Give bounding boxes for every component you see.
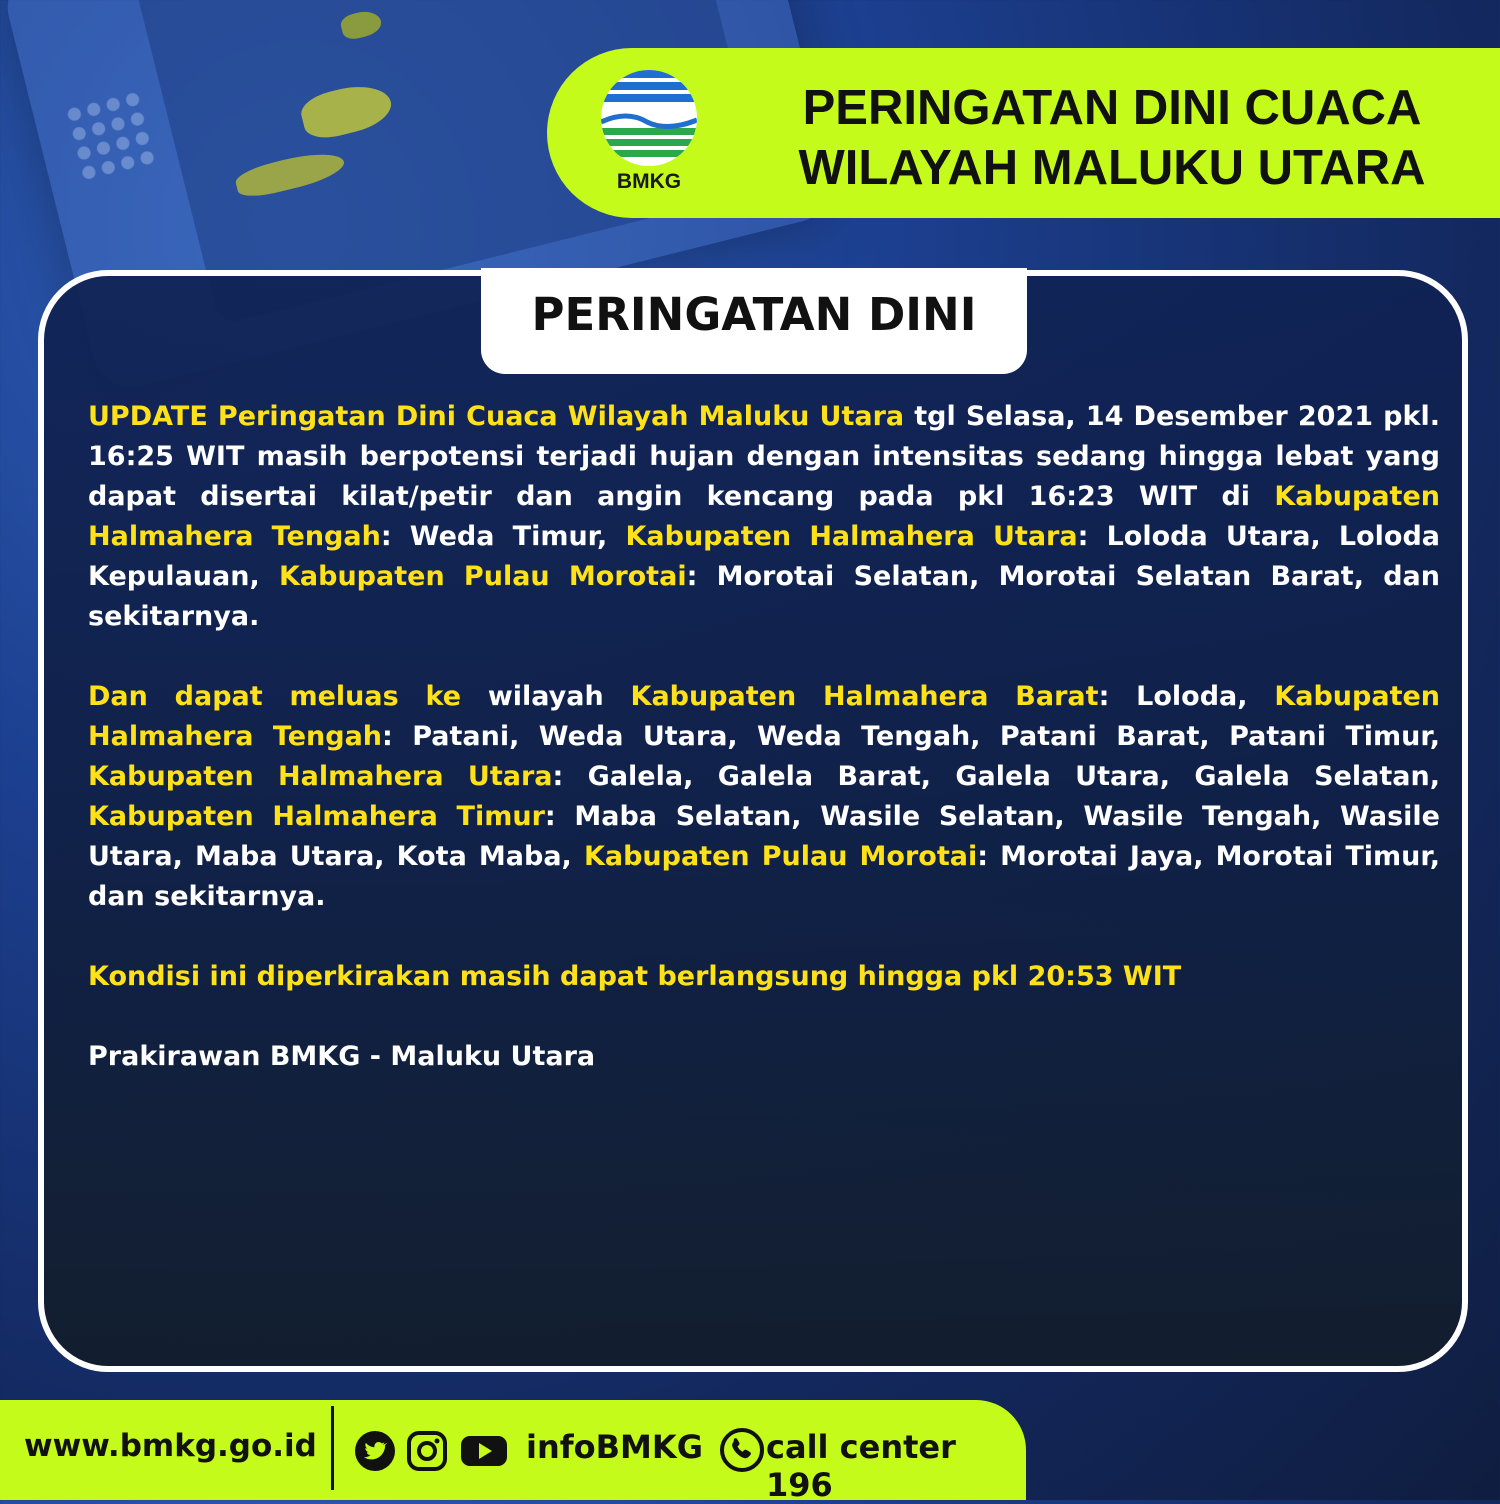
website-link[interactable]: www.bmkg.go.id [24, 1428, 317, 1464]
title-line-2: WILAYAH MALUKU UTARA [798, 141, 1426, 195]
footer-divider [331, 1406, 334, 1490]
call-center-label[interactable]: call center 196 [766, 1428, 956, 1504]
highlighted-text: Kabupaten Halmahera Barat [630, 681, 1099, 712]
body-text-segment: : Loloda, [1098, 681, 1275, 712]
highlighted-text: Kabupaten Pulau Morotai [278, 561, 687, 592]
warning-paragraph-1 [88, 397, 1440, 637]
highlighted-text: Kabupaten Halmahera Tengah [88, 481, 1440, 552]
bmkg-logo-icon [597, 66, 701, 170]
title-line-1: PERINGATAN DINI CUACA [802, 81, 1422, 135]
body-text-segment: : Galela, Galela Barat, Galela Utara, Galela Selatan, [552, 761, 1440, 792]
forecaster-signature: Prakirawan BMKG - Maluku Utara [88, 1041, 596, 1072]
body-text-segment: tgl Selasa, 14 Desember 2021 pkl. 16:25 WIT masih berpotensi terjadi hujan dengan intensitas sedang hingga lebat yang dapat disertai kilat/petir dan angin kencang pada pkl 16:23 WIT di [88, 401, 1440, 512]
warning-body [88, 397, 1440, 1117]
highlighted-text: UPDATE Peringatan Dini Cuaca Wilayah Maluku Utara [88, 401, 905, 432]
warning-paragraph-2 [88, 677, 1440, 917]
body-text-segment: : Weda Timur, [380, 521, 626, 552]
youtube-icon[interactable] [460, 1430, 508, 1472]
highlighted-text: Dan dapat meluas ke [88, 681, 462, 712]
condition-note: Kondisi ini diperkirakan masih dapat berlangsung hingga pkl 20:53 WIT [88, 961, 1182, 992]
highlighted-text: Kabupaten Halmahera Utara [88, 761, 553, 792]
body-text-segment: : Patani, Weda Utara, Weda Tengah, Patani Barat, Patani Timur, [382, 721, 1440, 752]
highlighted-text: Kabupaten Pulau Morotai [583, 841, 978, 872]
highlighted-text: Kabupaten Halmahera Utara [625, 521, 1078, 552]
body-text-segment: wilayah [461, 681, 631, 712]
twitter-icon[interactable] [354, 1430, 396, 1472]
body-text-segment: : Maba Selatan, Wasile Selatan, Wasile Tengah, Wasile Utara, Maba Utara, Kota Maba, [88, 801, 1440, 872]
background-keypad-dots [62, 88, 159, 185]
header-banner [547, 48, 1500, 218]
footer-bar [0, 1400, 1026, 1504]
highlighted-text: Kabupaten Halmahera Tengah [88, 681, 1441, 752]
phone-icon [720, 1428, 764, 1472]
page-title [797, 78, 1427, 198]
instagram-icon[interactable] [406, 1430, 448, 1472]
body-text-segment: : Morotai Selatan, Morotai Selatan Barat, dan sekitarnya. [88, 561, 1440, 632]
social-handle[interactable]: infoBMKG [526, 1428, 703, 1466]
body-text-segment: : Loloda Utara, Loloda Kepulauan, [88, 521, 1440, 592]
highlighted-text: Kabupaten Halmahera Timur [88, 801, 545, 832]
card-tab [481, 268, 1027, 374]
bmkg-logo [597, 66, 701, 196]
card-tab-label: PERINGATAN DINI [531, 288, 977, 341]
logo-text: BMKG [616, 170, 682, 193]
body-text-segment: : Morotai Jaya, Morotai Timur, dan sekitarnya. [88, 841, 1440, 912]
